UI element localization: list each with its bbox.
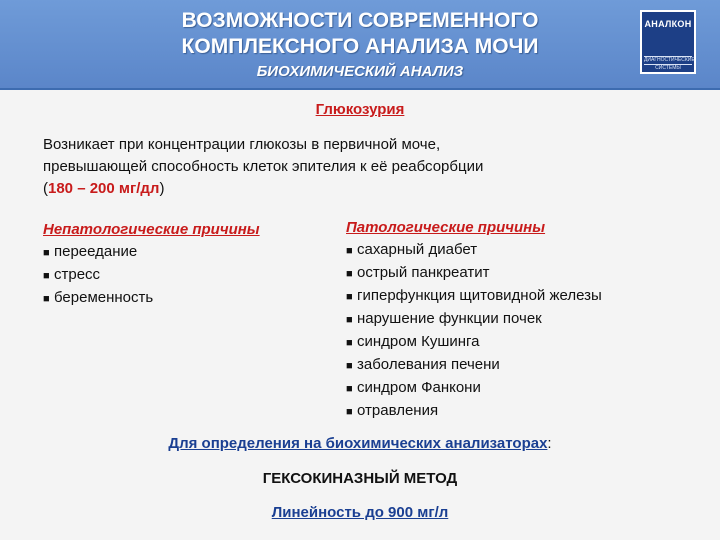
square-bullet-icon: ■ [346,337,353,349]
logo-tagline-1: ДИАГНОСТИЧЕСКИЕ [644,57,695,63]
analyzer-note-text: Для определения на биохимических анализаторах [168,435,548,452]
non-pathological-title: Непатологические причины [43,221,260,238]
square-bullet-icon: ■ [346,406,353,418]
pathological-list-item [346,285,706,308]
analcon-logo [640,10,696,74]
pathological-list-item [346,377,706,400]
pathological-list [346,239,706,423]
logo-tagline-2: СИСТЕМЫ [644,64,692,71]
title-banner [0,0,720,90]
pathological-list-item [346,331,706,354]
pathological-list-item [346,308,706,331]
pathological-item-text: заболевания печени [357,356,500,373]
intro-line-3 [43,178,683,200]
analyzer-note-colon: : [547,435,552,452]
slide-title [60,8,660,60]
slide-title-line-1: ВОЗМОЖНОСТИ СОВРЕМЕННОГО [181,9,539,32]
pathological-causes [346,217,706,423]
pathological-item-text: сахарный диабет [357,241,478,258]
square-bullet-icon: ■ [346,314,353,326]
non-pathological-list-item [43,241,333,264]
non-pathological-list-item [43,264,333,287]
square-bullet-icon: ■ [346,383,353,395]
non-pathological-item-text: переедание [54,243,138,260]
square-bullet-icon: ■ [43,293,50,305]
pathological-item-text: гиперфункция щитовидной железы [357,287,602,304]
square-bullet-icon: ■ [43,270,50,282]
pathological-list-item [346,354,706,377]
non-pathological-list [43,241,333,310]
section-title: Глюкозурия [315,101,405,118]
pathological-item-text: синдром Фанкони [357,379,481,396]
logo-name: АНАЛКОН [644,19,692,29]
square-bullet-icon: ■ [43,247,50,259]
pathological-title: Патологические причины [346,219,546,236]
pathological-item-text: нарушение функции почек [357,310,542,327]
pathological-list-item [346,239,706,262]
square-bullet-icon: ■ [346,360,353,372]
non-pathological-item-text: стресс [54,266,101,283]
intro-range-open: ( [43,180,48,197]
pathological-list-item [346,262,706,285]
square-bullet-icon: ■ [346,291,353,303]
non-pathological-item-text: беременность [54,289,154,306]
slide-title-line-2: КОМПЛЕКСНОГО АНАЛИЗА МОЧИ [181,35,539,58]
intro-range-close: ) [159,180,165,197]
glucose-threshold: 180 – 200 мг/дл [48,180,160,197]
pathological-item-text: острый панкреатит [357,264,490,281]
analyzer-note [0,435,720,452]
slide-subtitle: БИОХИМИЧЕСКИЙ АНАЛИЗ [256,63,464,80]
pathological-item-text: отравления [357,402,439,419]
pathological-item-text: синдром Кушинга [357,333,480,350]
method-name: ГЕКСОКИНАЗНЫЙ МЕТОД [262,470,458,487]
square-bullet-icon: ■ [346,268,353,280]
linearity-note: Линейность до 900 мг/л [271,504,449,521]
intro-line-2: превышающей способность клеток эпителия к её реабсорбции [43,158,484,175]
non-pathological-causes [43,219,333,310]
square-bullet-icon: ■ [346,245,353,257]
pathological-list-item [346,400,706,423]
non-pathological-list-item [43,287,333,310]
intro-line-1: Возникает при концентрации глюкозы в первичной моче, [43,136,441,153]
intro-text [43,134,683,200]
